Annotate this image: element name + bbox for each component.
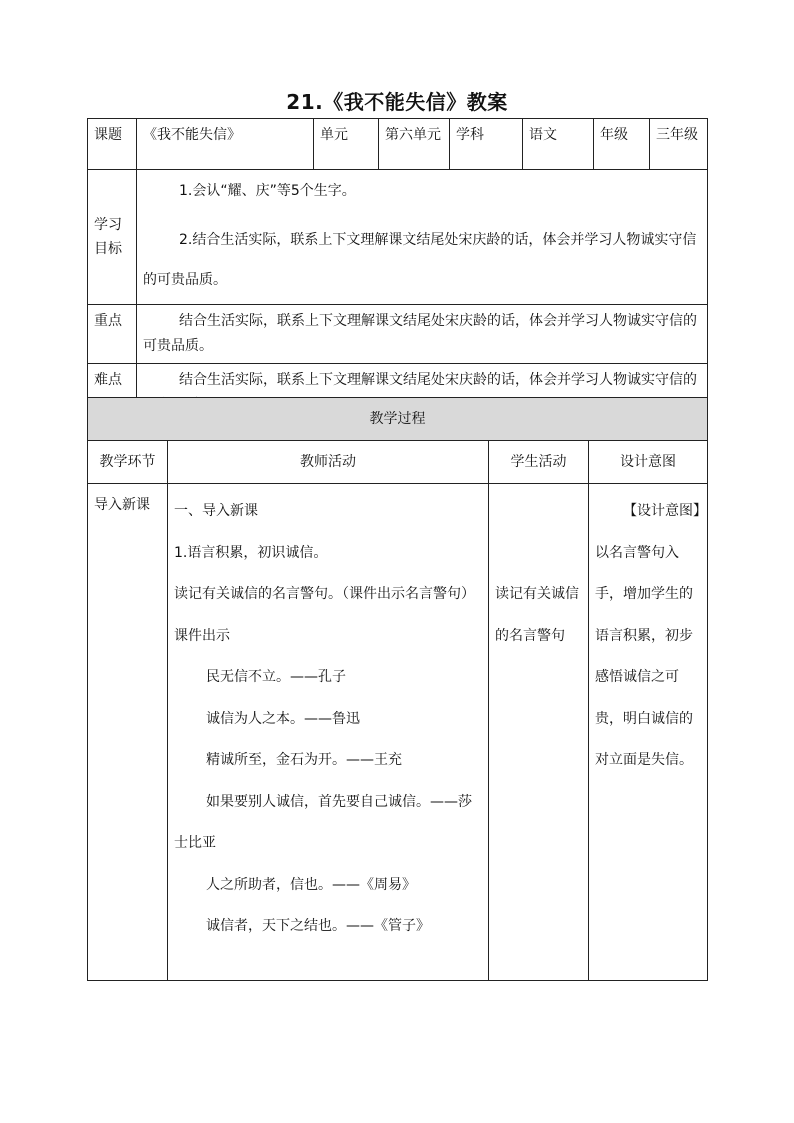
grade-value: 三年级 <box>650 119 708 170</box>
teacher-line-2: 1.语言积累，初识诚信。 <box>174 544 328 561</box>
goals-content <box>137 170 708 305</box>
key-point-text: 结合生活实际，联系上下文理解课文结尾处宋庆龄的话，体会并学习人物诚实守信的可贵品质。 <box>137 305 708 364</box>
quote-3: 精诚所至，金石为开。——王充 <box>206 752 402 768</box>
unit-value: 第六单元 <box>379 119 450 170</box>
col-student-header: 学生活动 <box>489 441 589 484</box>
quote-4: 如果要别人诚信，首先要自己诚信。——莎士比亚 <box>174 793 472 851</box>
subject-label: 学科 <box>450 119 523 170</box>
lesson-info-table <box>87 118 708 423</box>
teacher-line-1: 一、导入新课 <box>174 503 258 519</box>
quote-5: 人之所助者，信也。——《周易》 <box>206 876 416 893</box>
col-stage-header: 教学环节 <box>88 441 168 484</box>
quote-1: 民无信不立。——孔子 <box>206 669 346 685</box>
difficulty-text: 结合生活实际，联系上下文理解课文结尾处宋庆龄的话，体会并学习人物诚实守信的 <box>137 364 708 423</box>
quote-2: 诚信为人之本。——鲁迅 <box>206 710 360 727</box>
col-design-header: 设计意图 <box>589 441 708 484</box>
grade-label: 年级 <box>594 119 650 170</box>
topic-label: 课题 <box>88 119 137 170</box>
process-heading: 教学过程 <box>88 398 708 441</box>
goals-label: 学习目标 <box>88 170 137 305</box>
teaching-process-table <box>87 397 708 981</box>
col-teacher-header: 教师活动 <box>168 441 489 484</box>
key-point-label: 重点 <box>88 305 137 364</box>
unit-label: 单元 <box>314 119 379 170</box>
subject-value: 语文 <box>523 119 594 170</box>
quote-6: 诚信者，天下之结也。——《管子》 <box>206 918 430 934</box>
stage-cell: 导入新课 <box>88 484 168 981</box>
document-title: 21.《我不能失信》教案 <box>286 90 508 114</box>
design-intent-cell: 【设计意图】以名言警句入手，增加学生的语言积累，初步感悟诚信之可贵，明白诚信的对立面是失信。 <box>589 484 708 981</box>
teacher-line-3: 读记有关诚信的名言警句。（课件出示名言警句）课件出示 <box>174 586 475 644</box>
topic-value: 《我不能失信》 <box>137 119 314 170</box>
goal-item-1: 1.会认“耀、庆”等5个生字。 <box>179 183 356 199</box>
difficulty-label: 难点 <box>88 364 137 423</box>
teacher-activity-cell <box>168 484 489 981</box>
goal-item-2: 2.结合生活实际，联系上下文理解课文结尾处宋庆龄的话，体会并学习人物诚实守信的可贵品质。 <box>143 232 697 288</box>
student-activity-cell: 读记有关诚信的名言警句 <box>489 484 589 981</box>
